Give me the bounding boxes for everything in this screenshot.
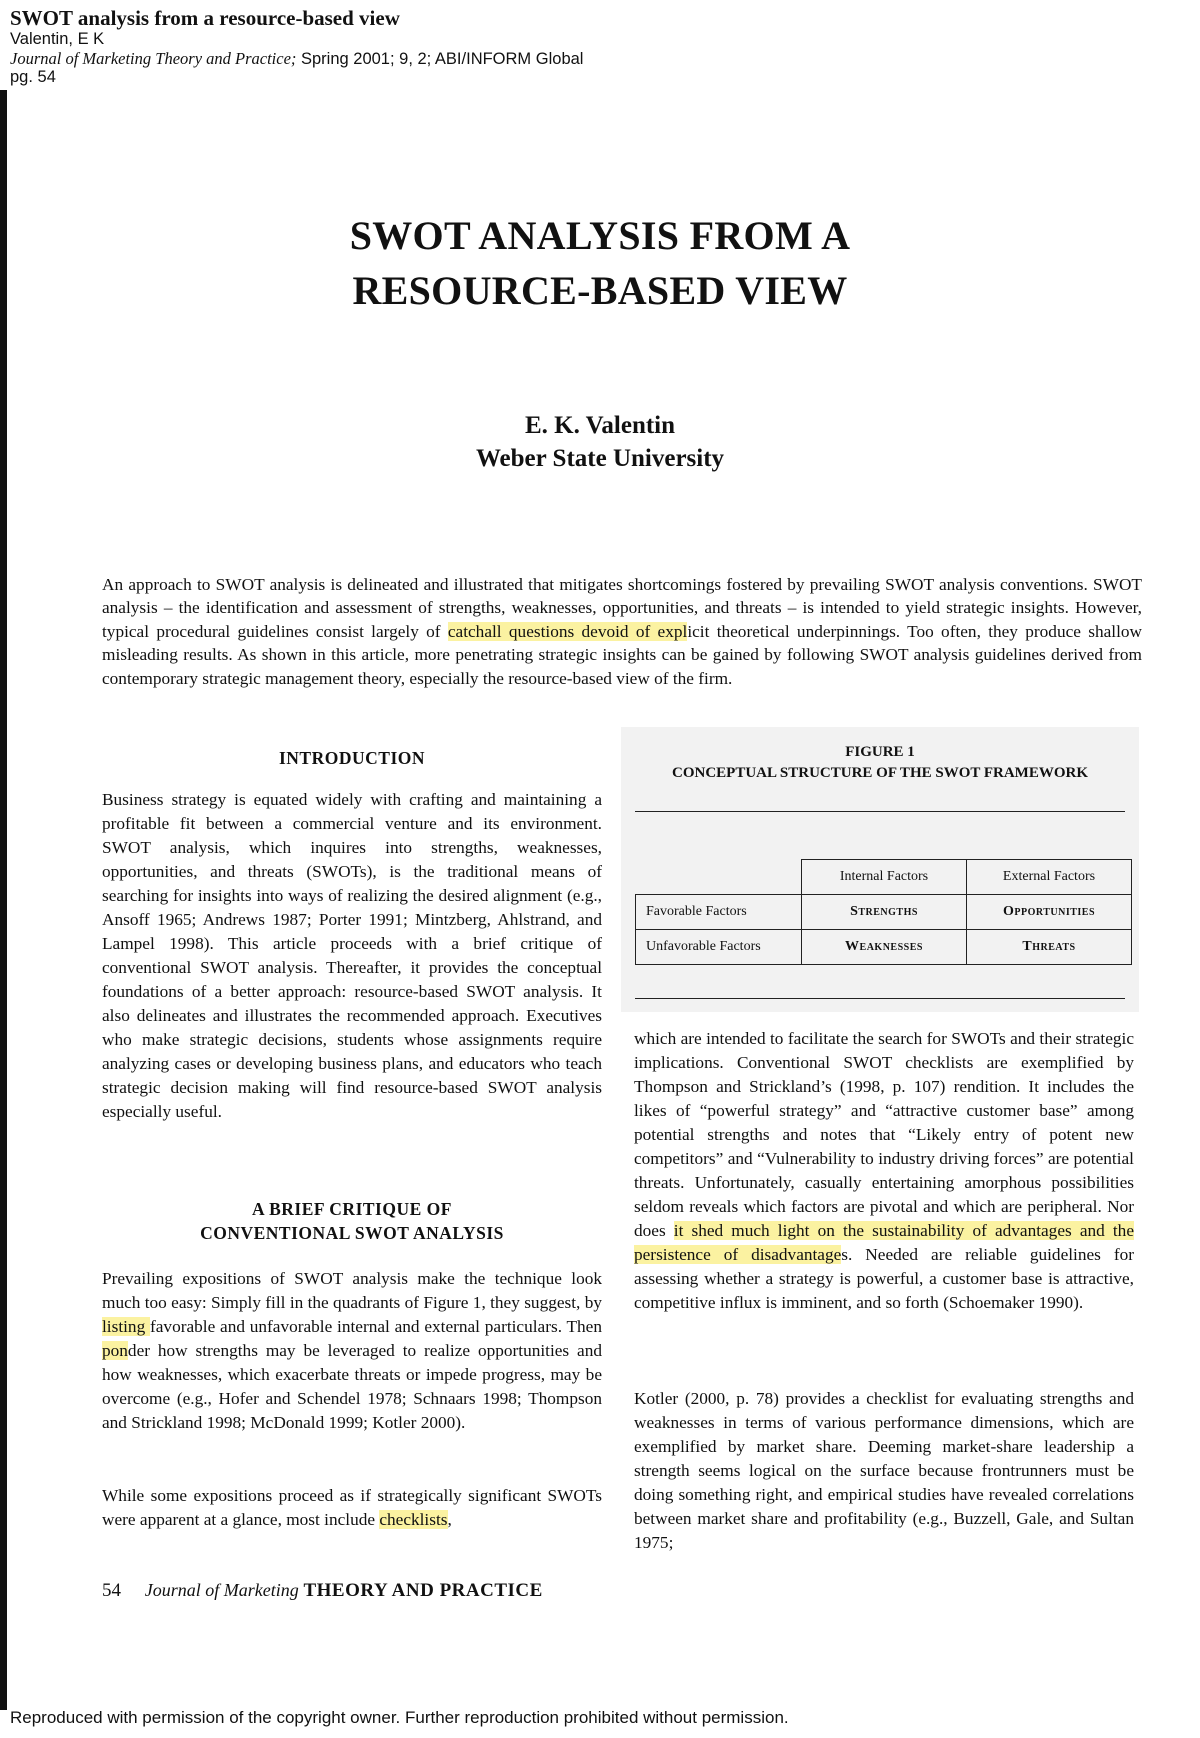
figure-caption — [621, 742, 1139, 784]
critique-text-e: , — [447, 1510, 452, 1529]
critique-text-c: der how strengths may be leveraged to realize opportunities and how weaknesses, which exacerbate threats or impede progress, may be overcome (e.g., Hofer and Schendel 1978; Schnaars 1998; Thompson and Strickland 1998; McDonald 1999; Kotler 2000). — [102, 1341, 602, 1432]
swot-row-label-unfavorable: Unfavorable Factors — [636, 930, 802, 965]
swot-row-unfavorable — [636, 930, 1132, 965]
figure-1 — [621, 727, 1139, 1012]
article-title-line2: RESOURCE-BASED VIEW — [352, 268, 848, 313]
swot-cell-weaknesses: Weaknesses — [802, 930, 967, 965]
swot-cell-opportunities: Opportunities — [967, 895, 1132, 930]
abstract — [102, 573, 1142, 690]
source-journal: Journal of Marketing Theory and Practice; — [10, 49, 297, 68]
critique-highlight-ponder: pon — [102, 1341, 128, 1360]
critique-body-2 — [102, 1484, 602, 1532]
critique-heading-line1: A BRIEF CRITIQUE OF — [252, 1199, 452, 1219]
right-text-a: which are intended to facilitate the search for SWOTs and their strategic implications. Conventional SWOT checklists are exemplified by Thompson and Strickland’s (1998, p. 107) rendition. It includes the likes of “powerful strategy” and “attractive customer base” among potential strengths and notes that “Likely entry of potent new competitors” and “Vulnerability to industry driving forces” are potential threats. Unfortunately, casually entertaining amorphous possibilities seldom reveals which factors are pivotal and which are peripheral. Nor does — [634, 1029, 1134, 1240]
source-citation — [10, 49, 583, 69]
right-body-2 — [634, 1387, 1134, 1555]
source-title: SWOT analysis from a resource-based view — [10, 6, 400, 30]
source-author: Valentin, E K — [10, 30, 105, 48]
critique-text-a: Prevailing expositions of SWOT analysis make the technique look much too easy: Simply fill in the quadrants of Figure 1, they suggest, by — [102, 1269, 602, 1312]
right-text-b: s. Needed are reliable guidelines for assessing whether a strategy is powerful, a customer base is attractive, competitive influx is imminent, and so forth (Schoemaker 1990). — [634, 1245, 1134, 1312]
swot-cell-threats: Threats — [967, 930, 1132, 965]
swot-col-internal: Internal Factors — [802, 860, 967, 895]
critique-heading-line2: CONVENTIONAL SWOT ANALYSIS — [200, 1223, 504, 1243]
swot-header-row — [636, 860, 1132, 895]
source-issue: Spring 2001; 9, 2; ABI/INFORM Global — [296, 50, 584, 68]
article-title-line1: SWOT ANALYSIS FROM A — [349, 213, 851, 258]
critique-heading — [102, 1197, 602, 1245]
swot-matrix — [635, 859, 1132, 965]
swot-row-label-favorable: Favorable Factors — [636, 895, 802, 930]
figure-rule-top — [635, 811, 1125, 812]
figure-rule-bottom — [635, 998, 1125, 999]
critique-body-1 — [102, 1267, 602, 1435]
intro-body — [102, 788, 602, 1124]
abstract-text-b: icit theoretical underpinnings. Too often, they produce shallow misleading results. As shown in this article, more penetrating strategic insights can be gained by following SWOT analysis guidelines derived from contemporary strategic management theory, especially the resource-based view of the firm. — [102, 621, 1142, 688]
abstract-highlight: catchall questions devoid of expl — [447, 621, 688, 641]
critique-highlight-listing: listing — [102, 1317, 150, 1336]
swot-col-external: External Factors — [967, 860, 1132, 895]
figure-label: FIGURE 1 — [845, 744, 915, 760]
right-paragraph-2: Kotler (2000, p. 78) provides a checklist for evaluating strengths and weaknesses in terms of various performance dimensions, which are exemplified by market share. Deeming market-share leadership a strength seems logical on the surface because frontrunners must be doing something right, and empirical studies have revealed correlations between market share and profitability (e.g., Buzzell, Gale, and Sultan 1975; — [634, 1389, 1134, 1552]
source-page: pg. 54 — [10, 68, 56, 86]
figure-title: CONCEPTUAL STRUCTURE OF THE SWOT FRAMEWORK — [671, 765, 1089, 781]
author-block — [0, 409, 1200, 475]
footer-journal-italic: Journal of Marketing — [144, 1580, 299, 1600]
swot-row-favorable — [636, 895, 1132, 930]
page-number: 54 — [102, 1580, 121, 1601]
reproduction-notice: Reproduced with permission of the copyright owner. Further reproduction prohibited without permission. — [10, 1708, 789, 1727]
abstract-text-a: An approach to SWOT analysis is delineated and illustrated that mitigates shortcomings fostered by prevailing SWOT analysis conventions. SWOT analysis – the identification and assessment of strengths, weaknesses, opportunities, and threats – is intended to yield strategic insights. However, typical procedural guidelines consist largely of — [102, 575, 1142, 641]
intro-heading: INTRODUCTION — [278, 748, 426, 768]
footer-journal-caps: THEORY AND PRACTICE — [303, 1580, 543, 1601]
swot-corner — [636, 860, 802, 895]
intro-paragraph: Business strategy is equated widely with crafting and maintaining a profitable fit between a commercial venture and its environment. SWOT analysis, which inquires into strengths, weaknesses, opportunities, and threats (SWOTs), is the traditional means of searching for insights into ways of realizing the desired alignment (e.g., Ansoff 1965; Andrews 1987; Porter 1991; Mintzberg, Ahlstrand, and Lampel 1998). This article proceeds with a brief critique of conventional SWOT analysis. Thereafter, it provides the conceptual foundations of a better approach: resource-based SWOT analysis. It also delineates and illustrates the recommended approach. Executives who make strategic decisions, students whose assignments require analyzing cases or developing business plans, and educators who teach strategic decision making will find resource-based SWOT analysis especially useful. — [102, 790, 602, 1121]
right-highlight: it shed much light on the sustainability of advantages and the persistence of disadvantage — [634, 1221, 1134, 1264]
critique-text-b: favorable and unfavorable internal and external particulars. Then — [150, 1317, 602, 1336]
intro-heading-wrap — [102, 746, 602, 770]
swot-cell-strengths: Strengths — [802, 895, 967, 930]
critique-highlight-checklists: checklists — [379, 1510, 448, 1529]
page-footer — [102, 1580, 543, 1602]
author-affiliation: Weber State University — [475, 445, 725, 472]
article-title — [0, 208, 1200, 318]
scan-left-border — [0, 90, 7, 1710]
critique-text-d: While some expositions proceed as if strategically significant SWOTs were apparent at a glance, most include — [102, 1486, 602, 1529]
right-body-1 — [634, 1027, 1134, 1315]
author-name: E. K. Valentin — [524, 412, 676, 439]
